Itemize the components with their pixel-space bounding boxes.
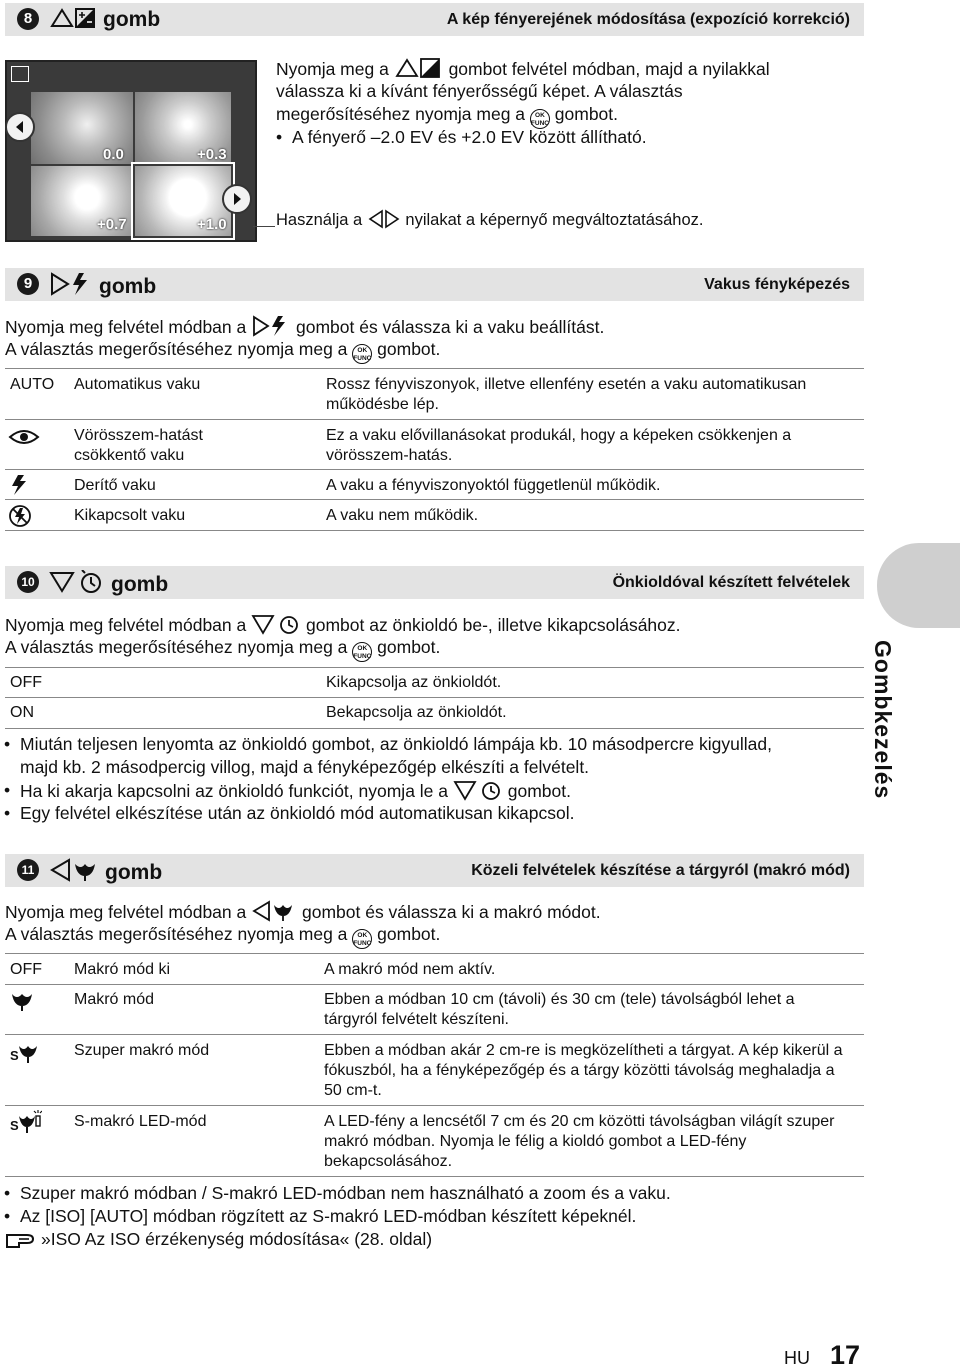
svg-text:S: S [10,1118,19,1133]
flash-mode-desc: Rossz fényviszonyok, illetve ellenfény esetén a vaku automatikusan működésbe lép. [326,376,807,413]
macro-mode-desc: Ebben a módban akár 2 cm-re is megközelítheti a tárgyat. A kép kikerül a fókuszból, ha a fényképezőgép és a tárgy közötti távolság meghaladja a 50 cm-t. [324,1042,843,1099]
flash-mode-desc: A vaku nem működik. [326,507,479,524]
flash-icon [10,474,28,496]
left-macro-icon [251,900,297,922]
down-selftimer-icon [251,613,301,635]
red-eye-icon [8,427,40,447]
thumbnail-label: +0.7 [97,216,127,233]
section-title: gomb [49,7,160,32]
table-divider [5,499,864,500]
flash-mode-symbol: AUTO [10,376,55,393]
bullet-item: • Egy felvétel elkészítése után az önkioldó mód automatikusan kikapcsol. [20,802,574,825]
thumbnail-label: +1.0 [197,216,227,233]
flash-mode-desc: Ez a vaku elővillanásokat produkál, hogy a képeken csökkenjen a vörösszem-hatás. [326,427,792,464]
right-flash-icon [49,272,93,296]
timer-option-symbol: ON [10,704,34,721]
table-divider [5,1105,864,1106]
section-title: gomb [49,570,168,597]
paragraph: Nyomja meg a gombot felvétel módban, majd a nyilakkal [276,59,770,79]
exposure-screen-illustration [5,60,257,242]
section-11-header [5,854,864,887]
macro-icon [10,990,34,1012]
super-macro-led-icon [10,1110,42,1134]
macro-mode-desc: A LED-fény a lencsétől 7 cm és 20 cm közötti távolságban világít szuper makró módban. Nyomja le félig a kioldó gombot a LED-fény bekapcsolásához. [324,1113,835,1170]
bullet-item: • Az [ISO] [AUTO] módban rögzített az S-makró LED-módban készített képeknél. [20,1205,636,1228]
section-8-header [5,3,864,36]
macro-mode-name: Makró mód ki [74,961,171,978]
up-exposure-icon [394,57,444,79]
exposure-icon [11,66,29,82]
side-tab [877,543,960,628]
table-divider [5,469,864,470]
bullet-item: • Szuper makró módban / S-makró LED-módban nem használható a zoom és a vaku. [20,1182,671,1205]
section-subtitle: Közeli felvételek készítése a tárgyról (makró mód) [471,862,850,879]
thumbnail-label: +0.3 [197,146,227,163]
table-divider [5,530,864,531]
section-subtitle: A kép fényerejének módosítása (expozíció korrekció) [446,11,850,28]
table-divider [5,697,864,698]
table-divider [5,953,864,954]
macro-mode-name: Szuper makró mód [74,1042,210,1059]
table-divider [5,419,864,420]
callout-line [253,226,275,227]
table-divider [5,1176,864,1177]
section-number: 8 [17,8,39,30]
section-9-header [5,268,864,301]
page-reference: »ISO Az ISO érzékenység módosítása« (28. oldal) [5,1228,432,1251]
paragraph: Használja a nyilakat a képernyő megváltoztatásához. [276,211,704,229]
page-number: 17 [830,1340,861,1370]
section-number: 10 [17,571,39,593]
timer-option-desc: Kikapcsolja az önkioldót. [326,674,502,691]
ok-func-icon: OK FUNC [352,344,372,364]
section-title: gomb [49,272,156,299]
bullet-item: • Miután teljesen lenyomta az önkioldó gombot, az önkioldó lámpája kb. 10 másodpercre kigyullad, [20,733,772,756]
timer-option-desc: Bekapcsolja az önkioldót. [326,704,507,721]
paragraph: Nyomja meg felvétel módban a gombot és válassza ki a makró módot. [5,902,601,922]
right-flash-icon [251,315,291,337]
flash-mode-name: Kikapcsolt vaku [74,507,186,524]
section-number: 11 [17,859,39,881]
reference-hand-icon [5,1229,41,1249]
left-arrow-icon [5,112,35,142]
flash-mode-name: Derítő vaku [74,477,156,494]
side-tab-label: Gombkezelés [870,640,896,800]
footer-language: HU [784,1348,810,1368]
flash-mode-name: Automatikus vaku [74,376,201,393]
up-exposure-icon [49,7,97,29]
macro-mode-name: S-makró LED-mód [74,1113,207,1130]
down-selftimer-icon [49,570,105,594]
flash-mode-desc: A vaku a fényviszonyoktól függetlenül működik. [326,477,661,494]
macro-mode-name: Makró mód [74,991,155,1008]
paragraph: Nyomja meg felvétel módban a gombot és válassza ki a vaku beállítást. [5,317,605,337]
bullet-continuation: majd kb. 2 másodpercig villog, majd a fényképezőgép elkészíti a felvételt. [20,757,590,777]
section-subtitle: Önkioldóval készített felvételek [612,574,850,591]
macro-mode-desc: Ebben a módban 10 cm (távoli) és 30 cm (tele) távolságból lehet a tárgyról felvételt készíteni. [324,991,795,1028]
macro-mode-desc: A makró mód nem aktív. [324,961,496,978]
section-10-header [5,566,864,599]
down-selftimer-icon [453,779,503,801]
table-divider [5,1034,864,1035]
ok-func-icon: OK FUNC [352,642,372,662]
ok-func-icon: OK FUNC [352,929,372,949]
paragraph: A választás megerősítéséhez nyomja meg a OK FUNC gombot. [5,637,441,660]
timer-option-symbol: OFF [10,674,42,691]
right-arrow-icon [222,184,252,214]
table-divider [5,984,864,985]
paragraph: A választás megerősítéséhez nyomja meg a OK FUNC gombot. [5,924,441,947]
selection-frame [131,162,235,240]
svg-text:S: S [10,1048,19,1063]
section-number: 9 [17,273,39,295]
thumbnail-label: 0.0 [103,146,124,163]
left-macro-icon [49,858,99,882]
bullet-item: • A fényerő –2.0 EV és +2.0 EV között állítható. [292,126,647,149]
paragraph: A választás megerősítéséhez nyomja meg a OK FUNC gombot. [5,339,441,362]
table-divider [5,728,864,729]
ok-func-icon: OK FUNC [530,109,550,129]
flash-mode-name: Vörösszem-hatást csökkentő vaku [74,427,203,464]
section-title: gomb [49,858,162,885]
paragraph: válassza ki a kívánt fényerősségű képet. A választás [276,81,683,101]
super-macro-icon [10,1042,40,1064]
paragraph: Nyomja meg felvétel módban a gombot az önkioldó be-, illetve kikapcsolásához. [5,615,681,635]
section-subtitle: Vakus fényképezés [704,276,850,293]
flash-off-icon [8,504,32,528]
table-divider [5,368,864,369]
paragraph: megerősítéséhez nyomja meg a OK FUNC gombot. [276,104,619,127]
bullet-item: • Ha ki akarja kapcsolni az önkioldó funkciót, nyomja le a gombot. [20,779,571,803]
macro-mode-symbol: OFF [10,961,42,978]
table-divider [5,667,864,668]
left-right-arrows-icon [367,209,401,229]
